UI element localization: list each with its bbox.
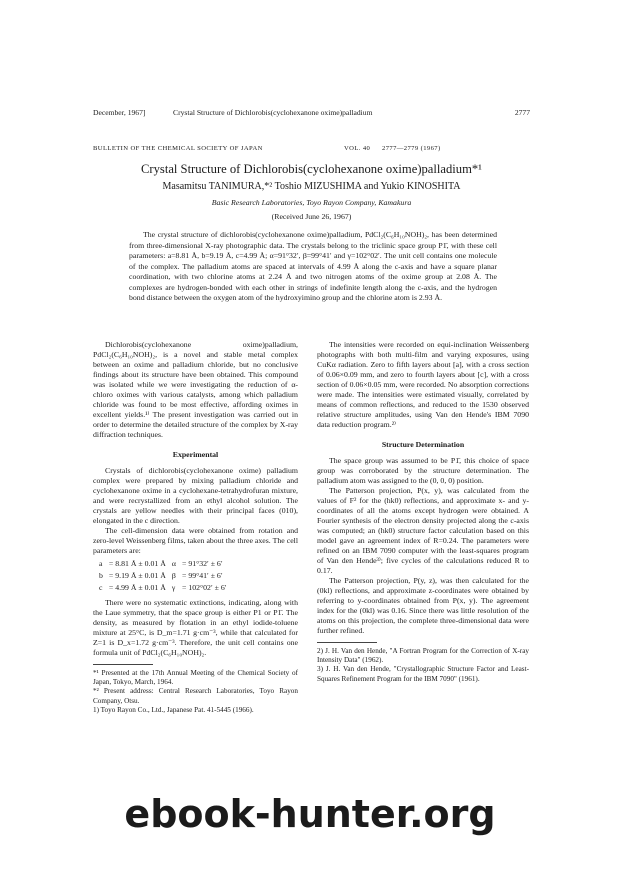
- footnote: *¹ Presented at the 17th Annual Meeting of the Chemical Society of Japan, Tokyo, March, 1964.: [93, 669, 298, 687]
- param-value: = 8.81 Å ± 0.01 Å: [108, 559, 166, 568]
- intensity-paragraph: The intensities were recorded on equi-inclination Weissenberg photographs with both multi-film and varying exposures, using CuKα radiation. Zero to fifth layers about [a], with a cross section of 0.06×0.09 mm, and zero to fourth layers about [c], with a cross section of 0.06×0.05 mm, were recorded. No absorption corrections were made. The intensities were estimated visually, correlated by means of common reflections, and reduced to the 1530 observed relative structure amplitudes, using Van den Hende's IBM 7090 data reduction program.²⁾: [317, 340, 529, 429]
- structure-paragraph-3: The Patterson projection, P(y, z), was then calculated for the (0kl) reflections, and approximate z-coordinates were obtained by referring to y-coordinates obtained from P(x, y). The agreement index for the (0kl) was 0.16. Since there was little resolution of the atoms on this projection, the complete three-dimensional data were further refined.: [317, 576, 529, 635]
- structure-heading: Structure Determination: [381, 440, 465, 449]
- experimental-paragraph-3: There were no systematic extinctions, indicating, along with the Laue symmetry, that the space group is either P1 or P1̄. The density, as measured by flotation in an ethyl iodide-toluene mixture at 25°C, is D_m=1.71 g·cm⁻³, while that calculated for Z=1 is D_x=1.72 g·cm⁻³. Therefore, the unit cell contains one formula unit of PdCl₂(C₆H₁₀NOH)₂.: [93, 598, 298, 657]
- param-label: α: [171, 559, 176, 568]
- experimental-paragraph-1: Crystals of dichlorobis(cyclohexanone oxime) palladium complex were prepared by mixing palladium chloride and cyclohexanone oxime in a cyclohexane-tetrahydrofuran mixture, and were recrystallized from an ethyl alcohol solution. The crystals are yellow needles with their principal faces (010), elongated in the c direction.: [93, 466, 298, 525]
- article-title: Crystal Structure of Dichlorobis(cyclohexanone oxime)palladium*¹: [141, 162, 482, 176]
- article-affiliation: Basic Research Laboratories, Toyo Rayon Company, Kamakura: [211, 198, 412, 207]
- intro-paragraph: Dichlorobis(cyclohexanone oxime)palladium, PdCl₂(C₆H₁₀NOH)₂, is a novel and stable metal complex between an oxime and palladium chloride, but no conclusive findings about its structure have been obtained. This compound was isolated while we were investigating the reduction of α-chloro oximes with various catalysts, among which palladium chloride was found to be most effective, affording oximes in excellent yields.¹⁾ The present investigation was carried out in order to determine the detailed structure of the complex by X-ray diffraction techniques.: [93, 340, 298, 439]
- cell-parameters-table: [99, 558, 232, 594]
- journal-name: BULLETIN OF THE CHEMICAL SOCIETY OF JAPAN: [93, 145, 263, 152]
- param-value: = 99°41′ ± 6′: [181, 571, 223, 580]
- experimental-heading: Experimental: [172, 450, 219, 459]
- param-value: = 4.99 Å ± 0.01 Å: [108, 583, 166, 592]
- page-number: 2777: [514, 108, 530, 117]
- experimental-paragraph-2: The cell-dimension data were obtained from rotation and zero-level Weissenberg films, taken about the three axes. The cell parameters are:: [93, 526, 298, 555]
- table-row: [99, 570, 232, 582]
- footnote: 1) Toyo Rayon Co., Ltd., Japanese Pat. 41-5445 (1966).: [93, 705, 254, 714]
- left-footnotes: [93, 669, 298, 715]
- table-row: [99, 558, 232, 570]
- footnote: 3) J. H. Van den Hende, "Crystallographic Structure Factor and Least-Squares Refinement Program for the IBM 7090" (1961).: [317, 665, 529, 683]
- running-header: [93, 108, 530, 117]
- abstract: The crystal structure of dichlorobis(cyclohexanone oxime)palladium, PdCl₂(C₆H₁₀NOH)₂, has been determined from three-dimensional X-ray photographic data. The crystals belong to the triclinic space group P1̄, with these cell parameters: a=8.81 Å, b=9.19 Å, c=4.99 Å; α=91°32′, β=99°41′ and γ=102°02′. The unit cell contains one molecule of the complex. The palladium atoms are spaced at intervals of 4.99 Å along the c-axis and have a square planar coordination, with two chlorine atoms at 2.24 Å and two nitrogen atoms of the oxime group at 2.08 Å. The complexes are hydrogen-bonded with each other in strings of indefinite length along the c-axis, and the hydrogen bond distance between the oxygen atom of the hydroxyimino group and the chlorine atom is 2.93 Å.: [129, 230, 497, 302]
- structure-paragraph-2: The Patterson projection, P(x, y), was calculated from the values of F² for the (hk0) reflections, and approximate x- and y-coordinates of all the atoms except hydrogen were obtained. A Fourier synthesis of the electron density projected along the c-axis was computed; an (hk0) structure factor calculation based on this model gave an agreement index of R=0.24. The parameters were refined on an IBM 7090 computer with the least-squares program of Van den Hende³⁾; five cycles of the calculations reduced R to 0.17.: [317, 486, 529, 575]
- running-date: December, 1967]: [93, 108, 146, 117]
- received-date: (Received June 26, 1967): [271, 212, 352, 221]
- footnote-rule: [93, 664, 153, 665]
- journal-pages: 2777—2779 (1967): [382, 145, 441, 152]
- left-column: [93, 340, 298, 715]
- right-footnotes: [317, 647, 529, 684]
- param-label: β: [171, 571, 176, 580]
- param-value: = 9.19 Å ± 0.01 Å: [108, 571, 166, 580]
- table-row: [99, 582, 232, 594]
- param-label: b: [99, 571, 103, 580]
- footnote: *² Present address: Central Research Laboratories, Toyo Rayon Company, Otsu.: [93, 687, 298, 705]
- watermark-text: ebook-hunter.org: [124, 792, 496, 836]
- structure-paragraph-1: The space group was assumed to be P1̄, this choice of space group was corroborated by the structure determination. The palladium atom was assigned to the (0, 0, 0) position.: [317, 456, 529, 485]
- right-column: [317, 340, 529, 684]
- param-value: = 91°32′ ± 6′: [181, 559, 223, 568]
- article-authors: Masamitsu TANIMURA,*² Toshio MIZUSHIMA and Yukio KINOSHITA: [162, 181, 461, 192]
- journal-line: [93, 145, 530, 152]
- param-label: c: [99, 583, 103, 592]
- param-label: γ: [171, 583, 176, 592]
- param-value: = 102°02′ ± 6′: [181, 583, 227, 592]
- running-title: Crystal Structure of Dichlorobis(cyclohexanone oxime)palladium: [173, 108, 373, 117]
- footnote: 2) J. H. Van den Hende, "A Fortran Program for the Correction of X-ray Intensity Data" (1962).: [317, 647, 529, 665]
- param-label: a: [99, 559, 103, 568]
- footnote-rule: [317, 642, 377, 643]
- journal-volume: VOL. 40: [344, 145, 371, 152]
